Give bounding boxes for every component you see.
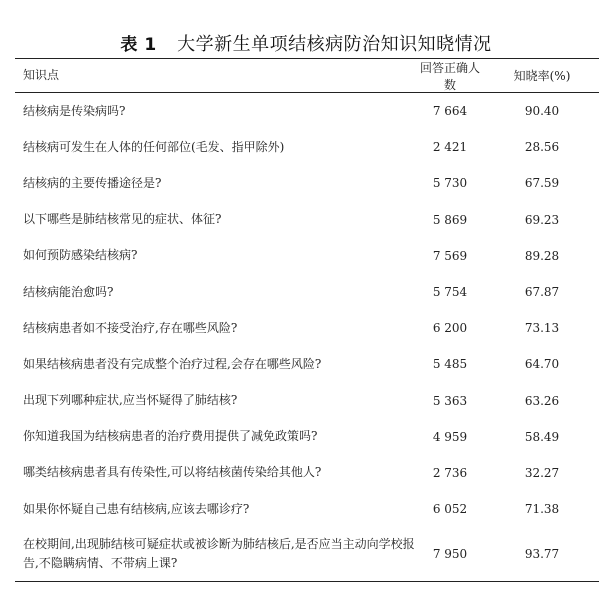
table-row <box>15 202 599 238</box>
cell-correct-count: 5 730 <box>432 176 468 191</box>
cell-awareness-rate: 71.38 <box>524 502 560 517</box>
cell-question: 如果你怀疑自己患有结核病,应该去哪诊疗? <box>23 501 250 516</box>
cell-correct-count: 2 736 <box>432 465 468 480</box>
table-row <box>15 238 599 274</box>
cell-correct-count: 5 754 <box>432 285 468 300</box>
cell-awareness-rate: 63.26 <box>524 393 560 408</box>
cell-awareness-rate: 28.56 <box>524 140 560 155</box>
cell-correct-count: 5 869 <box>432 212 468 227</box>
table-row <box>15 165 599 201</box>
cell-question: 在校期间,出现肺结核可疑症状或被诊断为肺结核后,是否应当主动向学校报告,不隐瞒病情、不带病上课? <box>23 537 415 571</box>
cell-question: 结核病可发生在人体的任何部位(毛发、指甲除外) <box>23 139 285 154</box>
cell-question: 如果结核病患者没有完成整个治疗过程,会存在哪些风险? <box>23 356 322 371</box>
cell-correct-count: 4 959 <box>432 429 468 444</box>
cell-question: 如何预防感染结核病? <box>23 248 138 263</box>
cell-awareness-rate: 89.28 <box>524 248 560 263</box>
table-row <box>15 93 599 129</box>
table-row <box>15 274 599 310</box>
table-header-row <box>15 59 599 93</box>
cell-correct-count: 7 950 <box>432 547 468 562</box>
cell-awareness-rate: 67.87 <box>524 285 560 300</box>
table-row <box>15 383 599 419</box>
cell-awareness-rate: 58.49 <box>524 429 560 444</box>
table-body <box>15 93 599 581</box>
header-correct-count: 回答正确人数 <box>419 60 480 92</box>
cell-correct-count: 2 421 <box>432 140 468 155</box>
table-row <box>15 310 599 346</box>
table-row <box>15 455 599 491</box>
cell-awareness-rate: 90.40 <box>524 104 560 119</box>
cell-question: 哪类结核病患者具有传染性,可以将结核菌传染给其他人? <box>23 465 322 480</box>
cell-correct-count: 6 052 <box>432 502 468 517</box>
header-question: 知识点 <box>23 68 60 82</box>
table-row <box>15 346 599 382</box>
cell-correct-count: 5 485 <box>432 357 468 372</box>
table-row <box>15 491 599 527</box>
cell-question: 以下哪些是肺结核常见的症状、体征? <box>23 212 222 227</box>
table-title: 大学新生单项结核病防治知识知晓情况 <box>177 34 492 55</box>
table-row <box>15 419 599 455</box>
cell-question: 结核病的主要传播途径是? <box>23 175 162 190</box>
cell-awareness-rate: 69.23 <box>524 212 560 227</box>
cell-awareness-rate: 64.70 <box>524 357 560 372</box>
table-row <box>15 527 599 581</box>
table-caption <box>0 30 612 56</box>
cell-question: 结核病患者如不接受治疗,存在哪些风险? <box>23 320 238 335</box>
table-number: 表 1 <box>120 35 157 55</box>
cell-question: 你知道我国为结核病患者的治疗费用提供了减免政策吗? <box>23 429 318 444</box>
cell-correct-count: 7 569 <box>432 248 468 263</box>
cell-question: 结核病能治愈吗? <box>23 284 114 299</box>
header-awareness-rate: 知晓率(%) <box>513 69 571 83</box>
cell-awareness-rate: 73.13 <box>524 321 560 336</box>
cell-question: 出现下列哪种症状,应当怀疑得了肺结核? <box>23 393 238 408</box>
cell-awareness-rate: 67.59 <box>524 176 560 191</box>
table-row <box>15 129 599 165</box>
cell-question: 结核病是传染病吗? <box>23 103 126 118</box>
cell-awareness-rate: 32.27 <box>524 465 560 480</box>
knowledge-table <box>15 58 599 582</box>
cell-awareness-rate: 93.77 <box>524 547 560 562</box>
cell-correct-count: 6 200 <box>432 321 468 336</box>
cell-correct-count: 5 363 <box>432 393 468 408</box>
cell-correct-count: 7 664 <box>432 104 468 119</box>
